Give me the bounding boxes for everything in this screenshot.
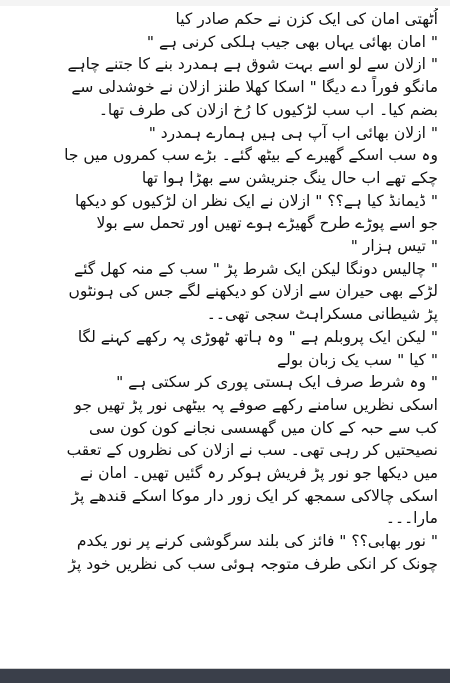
text-line: بضم کیا۔ اب سب لڑکیوں کا رُخ ازلان کی طرف تھا۔ — [98, 100, 438, 119]
text-line: میں دیکھا جو نور پڑ فریش ہوکر رہ گئیں تھیں۔ امان نے — [79, 464, 438, 483]
text-line: اسکی نظریں سامنے رکھے صوفے پہ بیٹھی نور پڑ تھیں جو — [74, 395, 438, 414]
text-line: وہ سب اسکے گھیرے کے بیٹھ گئے۔ بڑے سب کمروں میں جا — [64, 146, 438, 165]
text-line: " لیکن ایک پروبلم ہے " وہ ہاتھ ٹھوڑی پہ رکھے کہنے لگا — [77, 327, 438, 346]
text-line: " ازلان سے لو اسے بہت شوق ہے ہمدرد بنے کا جتنے چاہے — [67, 55, 438, 74]
text-line: " چالیس دونگا لیکن ایک شرط پڑ " سب کے منہ کھل گئے — [74, 259, 438, 278]
text-line: لڑکے بھی حیران سے ازلان کو دیکھنے لگے جس کی ہونٹوں — [68, 282, 438, 301]
text-line: چکے تھے اب حال ینگ جنریشن سے بھڑا ہوا تھا — [141, 168, 438, 187]
text-line: مارا۔۔۔ — [385, 509, 438, 528]
text-line: " ڈیمانڈ کیا ہے؟؟ " ازلان نے ایک نظر ان لڑکیوں کو دیکھا — [74, 191, 438, 210]
text-line: مانگو فوراً دے دیگا " اسکا کھلا طنز ازلان نے خوشدلی سے — [71, 78, 438, 97]
text-line: " نور بھابی؟؟ " فائز کی بلند سرگوشی کرنے پر نور یکدم — [76, 532, 438, 551]
top-edge — [0, 0, 450, 6]
text-line: " امان بھائی یہاں بھی جیب ہلکی کرنی ہے " — [146, 32, 438, 51]
text-line: " وہ شرط صرف ایک ہستی پوری کر سکتی ہے " — [116, 373, 438, 392]
text-line: " کیا " سب یک زبان بولے — [276, 350, 438, 369]
bottom-navigation-bar — [0, 669, 450, 683]
text-line: نصیحتیں کر رہی تھی۔ سب نے ازلان کی نظروں کے تعقب — [66, 441, 438, 460]
text-line: جو اسے پوڑے طرح گھیڑے ہوے تھیں اور تحمل سے بولا — [96, 214, 438, 233]
text-line: چونک کر انکی طرف متوجہ ہوئی سب کی نظریں خود پڑ — [68, 554, 438, 573]
text-line: پڑ شیطانی مسکراہٹ سجی تھی۔۔ — [206, 305, 438, 324]
urdu-text-body — [8, 8, 438, 576]
text-line: " ازلان بھائی اب آپ ہی ہیں ہمارے ہمدرد " — [148, 123, 438, 142]
text-line: اسکی چالاکی سمجھ کر ایک زور دار موکا اسکے قندھے پڑ — [71, 486, 438, 505]
text-line: کب سے حبہ کے کان میں گھسسی نجانے کون کون سی — [89, 418, 438, 437]
text-line: " تیس ہزار " — [350, 237, 438, 256]
text-line: اُٹھتی امان کی ایک کزن نے حکم صادر کیا — [175, 10, 438, 28]
